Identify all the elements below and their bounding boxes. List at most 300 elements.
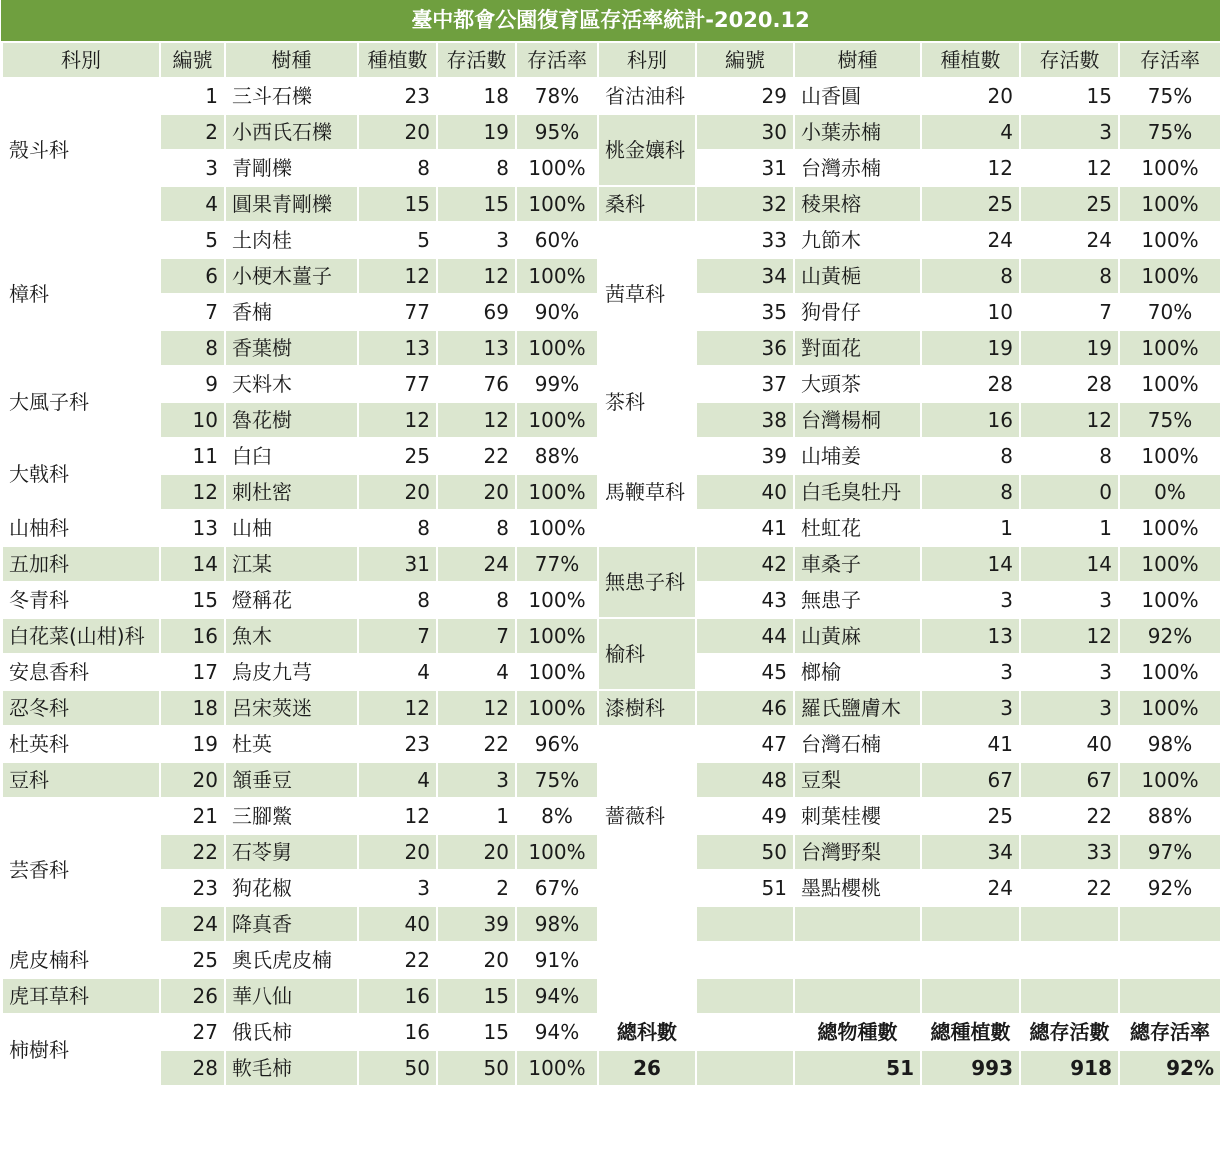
table-row bbox=[2, 726, 1221, 762]
family-cell: 馬鞭草科 bbox=[598, 438, 696, 546]
id-cell: 38 bbox=[696, 402, 794, 438]
alive-cell: 7 bbox=[437, 618, 516, 654]
species-cell: 燈稱花 bbox=[225, 582, 358, 618]
id-cell: 7 bbox=[160, 294, 225, 330]
alive-cell: 24 bbox=[437, 546, 516, 582]
header-cell: 科別 bbox=[2, 42, 160, 78]
alive-cell: 20 bbox=[437, 834, 516, 870]
species-cell: 刺葉桂櫻 bbox=[794, 798, 921, 834]
planted-cell: 20 bbox=[358, 114, 437, 150]
id-cell: 15 bbox=[160, 582, 225, 618]
species-cell: 狗花椒 bbox=[225, 870, 358, 906]
rate-cell: 100% bbox=[1119, 366, 1221, 402]
planted-cell: 13 bbox=[921, 618, 1020, 654]
species-cell: 山香圓 bbox=[794, 78, 921, 114]
alive-cell: 40 bbox=[1020, 726, 1119, 762]
species-cell: 對面花 bbox=[794, 330, 921, 366]
alive-cell: 15 bbox=[437, 978, 516, 1014]
id-cell: 29 bbox=[696, 78, 794, 114]
summary-value: 51 bbox=[794, 1050, 921, 1086]
family-cell: 桑科 bbox=[598, 186, 696, 222]
rate-cell: 100% bbox=[516, 150, 598, 186]
alive-cell: 3 bbox=[1020, 654, 1119, 690]
alive-cell: 18 bbox=[437, 78, 516, 114]
id-cell: 45 bbox=[696, 654, 794, 690]
rate-cell: 100% bbox=[1119, 690, 1221, 726]
planted-cell: 28 bbox=[921, 366, 1020, 402]
id-cell: 51 bbox=[696, 870, 794, 906]
rate-cell: 91% bbox=[516, 942, 598, 978]
rate-cell: 100% bbox=[516, 186, 598, 222]
alive-cell: 3 bbox=[437, 222, 516, 258]
alive-cell: 33 bbox=[1020, 834, 1119, 870]
summary-label: 總存活數 bbox=[1020, 1014, 1119, 1050]
empty-cell bbox=[598, 906, 696, 1014]
rate-cell: 75% bbox=[1119, 78, 1221, 114]
alive-cell: 1 bbox=[437, 798, 516, 834]
sheet-title: 臺中都會公園復育區存活率統計-2020.12 bbox=[1, 0, 1220, 41]
id-cell: 36 bbox=[696, 330, 794, 366]
id-cell: 39 bbox=[696, 438, 794, 474]
species-cell: 台灣野梨 bbox=[794, 834, 921, 870]
species-cell: 稜果榕 bbox=[794, 186, 921, 222]
planted-cell: 3 bbox=[921, 654, 1020, 690]
rate-cell: 100% bbox=[516, 654, 598, 690]
rate-cell: 100% bbox=[516, 1050, 598, 1086]
species-cell: 華八仙 bbox=[225, 978, 358, 1014]
species-cell: 山埔姜 bbox=[794, 438, 921, 474]
species-cell: 白臼 bbox=[225, 438, 358, 474]
planted-cell: 25 bbox=[358, 438, 437, 474]
family-cell: 冬青科 bbox=[2, 582, 160, 618]
empty-cell bbox=[794, 978, 921, 1014]
empty-cell bbox=[696, 1014, 794, 1050]
species-cell: 大頭茶 bbox=[794, 366, 921, 402]
id-cell: 11 bbox=[160, 438, 225, 474]
planted-cell: 20 bbox=[921, 78, 1020, 114]
planted-cell: 50 bbox=[358, 1050, 437, 1086]
rate-cell: 77% bbox=[516, 546, 598, 582]
family-cell: 茜草科 bbox=[598, 222, 696, 366]
planted-cell: 12 bbox=[358, 798, 437, 834]
species-cell: 石苓舅 bbox=[225, 834, 358, 870]
planted-cell: 12 bbox=[358, 402, 437, 438]
rate-cell: 100% bbox=[1119, 150, 1221, 186]
rate-cell: 75% bbox=[1119, 402, 1221, 438]
rate-cell: 100% bbox=[516, 474, 598, 510]
empty-cell bbox=[1119, 978, 1221, 1014]
planted-cell: 25 bbox=[921, 186, 1020, 222]
empty-cell bbox=[696, 1050, 794, 1086]
planted-cell: 19 bbox=[921, 330, 1020, 366]
alive-cell: 8 bbox=[1020, 438, 1119, 474]
id-cell: 9 bbox=[160, 366, 225, 402]
planted-cell: 7 bbox=[358, 618, 437, 654]
planted-cell: 8 bbox=[921, 474, 1020, 510]
planted-cell: 8 bbox=[358, 150, 437, 186]
alive-cell: 3 bbox=[1020, 582, 1119, 618]
alive-cell: 2 bbox=[437, 870, 516, 906]
planted-cell: 24 bbox=[921, 870, 1020, 906]
alive-cell: 0 bbox=[1020, 474, 1119, 510]
family-cell: 豆科 bbox=[2, 762, 160, 798]
rate-cell: 100% bbox=[1119, 654, 1221, 690]
alive-cell: 3 bbox=[1020, 690, 1119, 726]
rate-cell: 75% bbox=[1119, 114, 1221, 150]
family-cell: 省沽油科 bbox=[598, 78, 696, 114]
alive-cell: 22 bbox=[437, 438, 516, 474]
planted-cell: 22 bbox=[358, 942, 437, 978]
rate-cell: 92% bbox=[1119, 618, 1221, 654]
planted-cell: 5 bbox=[358, 222, 437, 258]
family-cell: 柿樹科 bbox=[2, 1014, 160, 1086]
header-cell: 種植數 bbox=[358, 42, 437, 78]
survival-table bbox=[1, 41, 1222, 1087]
id-cell: 31 bbox=[696, 150, 794, 186]
table-row bbox=[2, 546, 1221, 582]
id-cell: 26 bbox=[160, 978, 225, 1014]
alive-cell: 13 bbox=[437, 330, 516, 366]
planted-cell: 41 bbox=[921, 726, 1020, 762]
id-cell: 22 bbox=[160, 834, 225, 870]
alive-cell: 22 bbox=[1020, 798, 1119, 834]
species-cell: 三腳鱉 bbox=[225, 798, 358, 834]
planted-cell: 67 bbox=[921, 762, 1020, 798]
alive-cell: 50 bbox=[437, 1050, 516, 1086]
rate-cell: 100% bbox=[1119, 186, 1221, 222]
rate-cell: 67% bbox=[516, 870, 598, 906]
table-row bbox=[2, 78, 1221, 114]
species-cell: 刺杜密 bbox=[225, 474, 358, 510]
header-cell: 種植數 bbox=[921, 42, 1020, 78]
species-cell: 頷垂豆 bbox=[225, 762, 358, 798]
alive-cell: 8 bbox=[437, 510, 516, 546]
header-cell: 樹種 bbox=[794, 42, 921, 78]
species-cell: 圓果青剛櫟 bbox=[225, 186, 358, 222]
planted-cell: 31 bbox=[358, 546, 437, 582]
family-cell: 殼斗科 bbox=[2, 78, 160, 222]
planted-cell: 16 bbox=[358, 978, 437, 1014]
planted-cell: 10 bbox=[921, 294, 1020, 330]
species-cell: 烏皮九芎 bbox=[225, 654, 358, 690]
family-cell: 虎耳草科 bbox=[2, 978, 160, 1014]
rate-cell: 100% bbox=[1119, 258, 1221, 294]
planted-cell: 15 bbox=[358, 186, 437, 222]
planted-cell: 24 bbox=[921, 222, 1020, 258]
alive-cell: 12 bbox=[1020, 618, 1119, 654]
empty-cell bbox=[794, 942, 921, 978]
empty-cell bbox=[1119, 906, 1221, 942]
rate-cell: 0% bbox=[1119, 474, 1221, 510]
planted-cell: 16 bbox=[921, 402, 1020, 438]
id-cell: 34 bbox=[696, 258, 794, 294]
family-cell: 五加科 bbox=[2, 546, 160, 582]
family-cell: 杜英科 bbox=[2, 726, 160, 762]
id-cell: 23 bbox=[160, 870, 225, 906]
alive-cell: 39 bbox=[437, 906, 516, 942]
species-cell: 車桑子 bbox=[794, 546, 921, 582]
species-cell: 香葉樹 bbox=[225, 330, 358, 366]
alive-cell: 15 bbox=[437, 1014, 516, 1050]
summary-value: 918 bbox=[1020, 1050, 1119, 1086]
id-cell: 13 bbox=[160, 510, 225, 546]
table-row bbox=[2, 438, 1221, 474]
empty-cell bbox=[921, 942, 1020, 978]
planted-cell: 3 bbox=[358, 870, 437, 906]
id-cell: 16 bbox=[160, 618, 225, 654]
family-cell: 忍冬科 bbox=[2, 690, 160, 726]
id-cell: 12 bbox=[160, 474, 225, 510]
rate-cell: 90% bbox=[516, 294, 598, 330]
summary-label: 總存活率 bbox=[1119, 1014, 1221, 1050]
species-cell: 土肉桂 bbox=[225, 222, 358, 258]
id-cell: 41 bbox=[696, 510, 794, 546]
table-row bbox=[2, 366, 1221, 402]
id-cell: 25 bbox=[160, 942, 225, 978]
planted-cell: 8 bbox=[921, 438, 1020, 474]
id-cell: 33 bbox=[696, 222, 794, 258]
family-cell: 榆科 bbox=[598, 618, 696, 690]
table-row bbox=[2, 690, 1221, 726]
id-cell: 37 bbox=[696, 366, 794, 402]
species-cell: 小西氏石櫟 bbox=[225, 114, 358, 150]
species-cell: 榔榆 bbox=[794, 654, 921, 690]
header-cell: 編號 bbox=[696, 42, 794, 78]
species-cell: 豆梨 bbox=[794, 762, 921, 798]
rate-cell: 100% bbox=[1119, 510, 1221, 546]
rate-cell: 95% bbox=[516, 114, 598, 150]
planted-cell: 77 bbox=[358, 366, 437, 402]
species-cell: 三斗石櫟 bbox=[225, 78, 358, 114]
species-cell: 小梗木薑子 bbox=[225, 258, 358, 294]
alive-cell: 8 bbox=[437, 150, 516, 186]
id-cell: 6 bbox=[160, 258, 225, 294]
alive-cell: 14 bbox=[1020, 546, 1119, 582]
rate-cell: 99% bbox=[516, 366, 598, 402]
rate-cell: 94% bbox=[516, 978, 598, 1014]
table-row bbox=[2, 618, 1221, 654]
id-cell: 42 bbox=[696, 546, 794, 582]
rate-cell: 88% bbox=[516, 438, 598, 474]
planted-cell: 1 bbox=[921, 510, 1020, 546]
empty-cell bbox=[921, 978, 1020, 1014]
family-cell: 大風子科 bbox=[2, 366, 160, 438]
rate-cell: 100% bbox=[1119, 582, 1221, 618]
header-cell: 編號 bbox=[160, 42, 225, 78]
id-cell: 19 bbox=[160, 726, 225, 762]
planted-cell: 14 bbox=[921, 546, 1020, 582]
planted-cell: 3 bbox=[921, 690, 1020, 726]
table-row bbox=[2, 222, 1221, 258]
alive-cell: 12 bbox=[1020, 402, 1119, 438]
alive-cell: 19 bbox=[1020, 330, 1119, 366]
alive-cell: 20 bbox=[437, 942, 516, 978]
rate-cell: 88% bbox=[1119, 798, 1221, 834]
table-row bbox=[2, 1014, 1221, 1050]
id-cell: 43 bbox=[696, 582, 794, 618]
table-row bbox=[2, 114, 1221, 150]
species-cell: 軟毛柿 bbox=[225, 1050, 358, 1086]
species-cell: 魯花樹 bbox=[225, 402, 358, 438]
empty-cell bbox=[696, 942, 794, 978]
species-cell: 台灣楊桐 bbox=[794, 402, 921, 438]
rate-cell: 92% bbox=[1119, 870, 1221, 906]
id-cell: 28 bbox=[160, 1050, 225, 1086]
planted-cell: 8 bbox=[358, 582, 437, 618]
rate-cell: 100% bbox=[516, 690, 598, 726]
header-cell: 存活率 bbox=[516, 42, 598, 78]
family-cell: 虎皮楠科 bbox=[2, 942, 160, 978]
rate-cell: 100% bbox=[516, 582, 598, 618]
rate-cell: 96% bbox=[516, 726, 598, 762]
rate-cell: 100% bbox=[1119, 762, 1221, 798]
family-cell: 芸香科 bbox=[2, 798, 160, 942]
id-cell: 46 bbox=[696, 690, 794, 726]
species-cell: 山柚 bbox=[225, 510, 358, 546]
species-cell: 青剛櫟 bbox=[225, 150, 358, 186]
empty-cell bbox=[794, 906, 921, 942]
planted-cell: 20 bbox=[358, 834, 437, 870]
alive-cell: 12 bbox=[437, 258, 516, 294]
planted-cell: 4 bbox=[358, 762, 437, 798]
id-cell: 49 bbox=[696, 798, 794, 834]
planted-cell: 4 bbox=[358, 654, 437, 690]
alive-cell: 12 bbox=[1020, 150, 1119, 186]
family-cell: 大戟科 bbox=[2, 438, 160, 510]
alive-cell: 15 bbox=[437, 186, 516, 222]
planted-cell: 40 bbox=[358, 906, 437, 942]
id-cell: 44 bbox=[696, 618, 794, 654]
rate-cell: 98% bbox=[1119, 726, 1221, 762]
summary-label: 總種植數 bbox=[921, 1014, 1020, 1050]
id-cell: 5 bbox=[160, 222, 225, 258]
species-cell: 墨點櫻桃 bbox=[794, 870, 921, 906]
rate-cell: 100% bbox=[516, 510, 598, 546]
alive-cell: 22 bbox=[1020, 870, 1119, 906]
species-cell: 山黃梔 bbox=[794, 258, 921, 294]
id-cell: 27 bbox=[160, 1014, 225, 1050]
id-cell: 3 bbox=[160, 150, 225, 186]
empty-cell bbox=[1119, 942, 1221, 978]
alive-cell: 69 bbox=[437, 294, 516, 330]
rate-cell: 100% bbox=[516, 834, 598, 870]
alive-cell: 3 bbox=[437, 762, 516, 798]
id-cell: 20 bbox=[160, 762, 225, 798]
id-cell: 2 bbox=[160, 114, 225, 150]
species-cell: 天料木 bbox=[225, 366, 358, 402]
alive-cell: 25 bbox=[1020, 186, 1119, 222]
planted-cell: 13 bbox=[358, 330, 437, 366]
table-row bbox=[2, 906, 1221, 942]
summary-label: 總物種數 bbox=[794, 1014, 921, 1050]
family-cell: 薔薇科 bbox=[598, 726, 696, 906]
summary-value: 993 bbox=[921, 1050, 1020, 1086]
alive-cell: 19 bbox=[437, 114, 516, 150]
planted-cell: 12 bbox=[921, 150, 1020, 186]
species-cell: 山黃麻 bbox=[794, 618, 921, 654]
id-cell: 17 bbox=[160, 654, 225, 690]
id-cell: 4 bbox=[160, 186, 225, 222]
empty-cell bbox=[1020, 978, 1119, 1014]
planted-cell: 23 bbox=[358, 78, 437, 114]
planted-cell: 3 bbox=[921, 582, 1020, 618]
summary-value: 26 bbox=[598, 1050, 696, 1086]
table-row bbox=[2, 186, 1221, 222]
empty-cell bbox=[1020, 942, 1119, 978]
id-cell: 14 bbox=[160, 546, 225, 582]
rate-cell: 78% bbox=[516, 78, 598, 114]
rate-cell: 75% bbox=[516, 762, 598, 798]
species-cell: 台灣石楠 bbox=[794, 726, 921, 762]
family-cell: 樟科 bbox=[2, 222, 160, 366]
planted-cell: 4 bbox=[921, 114, 1020, 150]
rate-cell: 98% bbox=[516, 906, 598, 942]
header-cell: 存活數 bbox=[437, 42, 516, 78]
header-cell: 存活率 bbox=[1119, 42, 1221, 78]
planted-cell: 16 bbox=[358, 1014, 437, 1050]
alive-cell: 8 bbox=[437, 582, 516, 618]
species-cell: 香楠 bbox=[225, 294, 358, 330]
alive-cell: 22 bbox=[437, 726, 516, 762]
alive-cell: 4 bbox=[437, 654, 516, 690]
species-cell: 九節木 bbox=[794, 222, 921, 258]
species-cell: 呂宋莢迷 bbox=[225, 690, 358, 726]
summary-value: 92% bbox=[1119, 1050, 1221, 1086]
species-cell: 羅氏鹽膚木 bbox=[794, 690, 921, 726]
planted-cell: 77 bbox=[358, 294, 437, 330]
species-cell: 白毛臭牡丹 bbox=[794, 474, 921, 510]
species-cell: 台灣赤楠 bbox=[794, 150, 921, 186]
id-cell: 21 bbox=[160, 798, 225, 834]
rate-cell: 97% bbox=[1119, 834, 1221, 870]
alive-cell: 28 bbox=[1020, 366, 1119, 402]
alive-cell: 1 bbox=[1020, 510, 1119, 546]
species-cell: 小葉赤楠 bbox=[794, 114, 921, 150]
table-row bbox=[2, 1050, 1221, 1086]
id-cell: 8 bbox=[160, 330, 225, 366]
species-cell: 杜虹花 bbox=[794, 510, 921, 546]
planted-cell: 8 bbox=[921, 258, 1020, 294]
species-cell: 江某 bbox=[225, 546, 358, 582]
alive-cell: 12 bbox=[437, 402, 516, 438]
alive-cell: 15 bbox=[1020, 78, 1119, 114]
alive-cell: 20 bbox=[437, 474, 516, 510]
id-cell: 32 bbox=[696, 186, 794, 222]
id-cell: 50 bbox=[696, 834, 794, 870]
family-cell: 無患子科 bbox=[598, 546, 696, 618]
empty-cell bbox=[921, 906, 1020, 942]
planted-cell: 25 bbox=[921, 798, 1020, 834]
id-cell: 18 bbox=[160, 690, 225, 726]
alive-cell: 24 bbox=[1020, 222, 1119, 258]
family-cell: 安息香科 bbox=[2, 654, 160, 690]
id-cell: 35 bbox=[696, 294, 794, 330]
planted-cell: 12 bbox=[358, 690, 437, 726]
rate-cell: 100% bbox=[516, 618, 598, 654]
species-cell: 俄氏柿 bbox=[225, 1014, 358, 1050]
planted-cell: 23 bbox=[358, 726, 437, 762]
id-cell: 30 bbox=[696, 114, 794, 150]
alive-cell: 8 bbox=[1020, 258, 1119, 294]
rate-cell: 100% bbox=[516, 258, 598, 294]
family-cell: 茶科 bbox=[598, 366, 696, 438]
empty-cell bbox=[696, 978, 794, 1014]
empty-cell bbox=[1020, 906, 1119, 942]
empty-cell bbox=[696, 906, 794, 942]
species-cell: 無患子 bbox=[794, 582, 921, 618]
alive-cell: 7 bbox=[1020, 294, 1119, 330]
id-cell: 47 bbox=[696, 726, 794, 762]
